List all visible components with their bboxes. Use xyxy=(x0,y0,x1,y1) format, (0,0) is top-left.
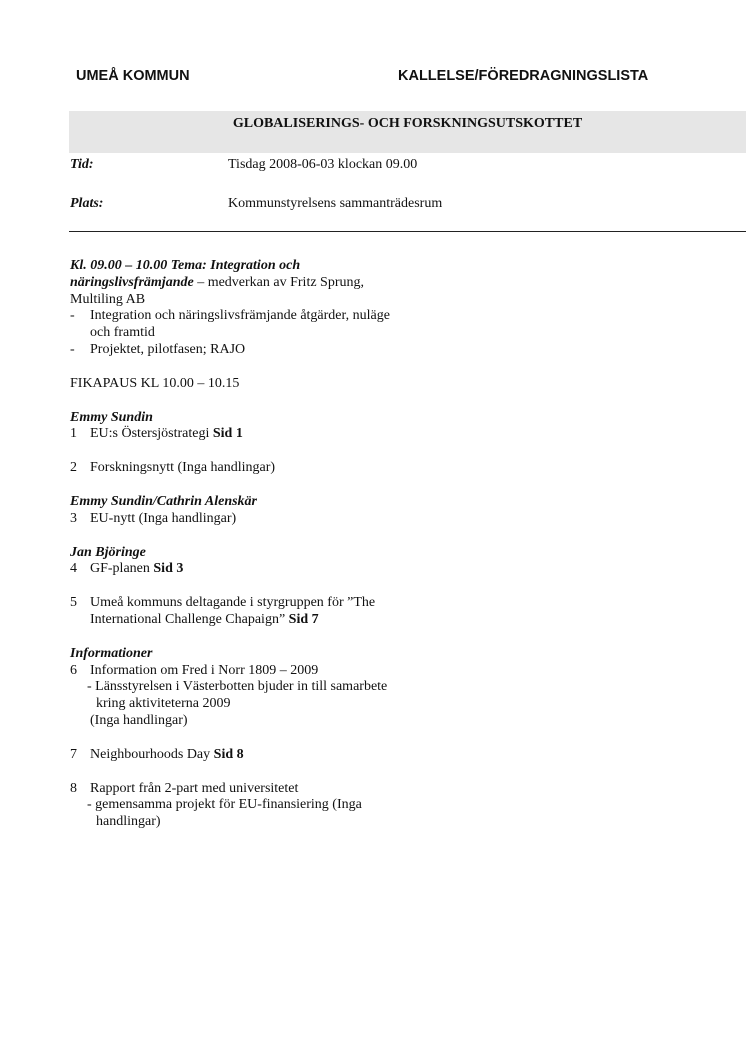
item-number: 6 xyxy=(70,662,77,678)
committee-band xyxy=(69,111,746,153)
organization-name: UMEÅ KOMMUN xyxy=(76,68,190,84)
theme-bullet-text: Projektet, pilotfasen; RAJO xyxy=(90,341,246,357)
theme-bullet: - Projektet, pilotfasen; RAJO xyxy=(70,341,246,357)
place-value: Kommunstyrelsens sammanträdesrum xyxy=(228,196,443,211)
item-text: Forskningsnytt (Inga handlingar) xyxy=(90,460,276,476)
place-label: Plats: xyxy=(70,196,104,211)
document-type: KALLELSE/FÖREDRAGNINGSLISTA xyxy=(398,68,649,84)
agenda-item xyxy=(70,511,390,528)
item-text: Rapport från 2-part med universitetet xyxy=(90,780,299,796)
item-page-ref: Sid 7 xyxy=(288,611,319,627)
item-number: 3 xyxy=(70,510,77,526)
theme-bullet-text: Integration och näringslivsfrämjande åtgärder, nuläge och framtid xyxy=(90,308,390,341)
item-page-ref: Sid 8 xyxy=(213,746,244,762)
agenda-item xyxy=(70,426,390,443)
item-text: GF-planen xyxy=(90,561,154,577)
item-text: EU:s Östersjöstrategi xyxy=(90,426,213,442)
item-note: (Inga handlingar) xyxy=(90,712,188,728)
divider xyxy=(69,231,746,232)
agenda-item xyxy=(70,781,390,798)
item-number: 7 xyxy=(70,746,77,762)
item-text: Neighbourhoods Day xyxy=(90,746,214,762)
item-text: Umeå kommuns deltagande i styrgruppen för ”The International Challenge Chapaign” xyxy=(90,595,376,627)
item-page-ref: Sid 1 xyxy=(212,426,243,442)
item-number: 1 xyxy=(70,426,77,442)
theme-detail: – medverkan av Fritz Sprung, Multiling AB xyxy=(70,274,364,307)
item-number: 8 xyxy=(70,780,77,796)
break-line: FIKAPAUS KL 10.00 – 10.15 xyxy=(70,375,240,391)
agenda xyxy=(70,258,390,831)
agenda-item xyxy=(70,460,390,477)
agenda-item xyxy=(70,663,390,680)
agenda-item xyxy=(70,595,390,629)
presenter-heading: Jan Björinge xyxy=(70,544,146,560)
item-text: Information om Fred i Norr 1809 – 2009 xyxy=(90,662,319,678)
time-value: Tisdag 2008-06-03 klockan 09.00 xyxy=(228,157,418,172)
agenda-item xyxy=(70,747,390,764)
item-text: EU-nytt (Inga handlingar) xyxy=(90,510,237,526)
theme-block xyxy=(70,258,390,308)
item-subpoint: - Länsstyrelsen i Västerbotten bjuder in till samarbete kring aktiviteterna 2009 xyxy=(87,679,388,712)
presenter-heading: Informationer xyxy=(70,645,153,661)
item-subpoint: - gemensamma projekt för EU-finansiering (Inga handlingar) xyxy=(87,797,362,830)
time-label: Tid: xyxy=(70,157,94,172)
theme-bullet: - Integration och näringslivsfrämjande åtgärder, nuläge och framtid xyxy=(70,308,390,341)
item-page-ref: Sid 3 xyxy=(153,561,184,577)
presenter-heading: Emmy Sundin xyxy=(70,409,153,425)
agenda-item xyxy=(70,561,390,578)
item-number: 2 xyxy=(70,460,77,476)
item-number: 5 xyxy=(70,595,77,611)
theme-title: Kl. 09.00 – 10.00 Tema: Integration och näringslivsfrämjande xyxy=(70,258,301,290)
presenter-heading: Emmy Sundin/Cathrin Alenskär xyxy=(70,493,257,509)
committee-title: GLOBALISERINGS- OCH FORSKNINGSUTSKOTTET xyxy=(232,116,583,131)
item-number: 4 xyxy=(70,561,77,577)
